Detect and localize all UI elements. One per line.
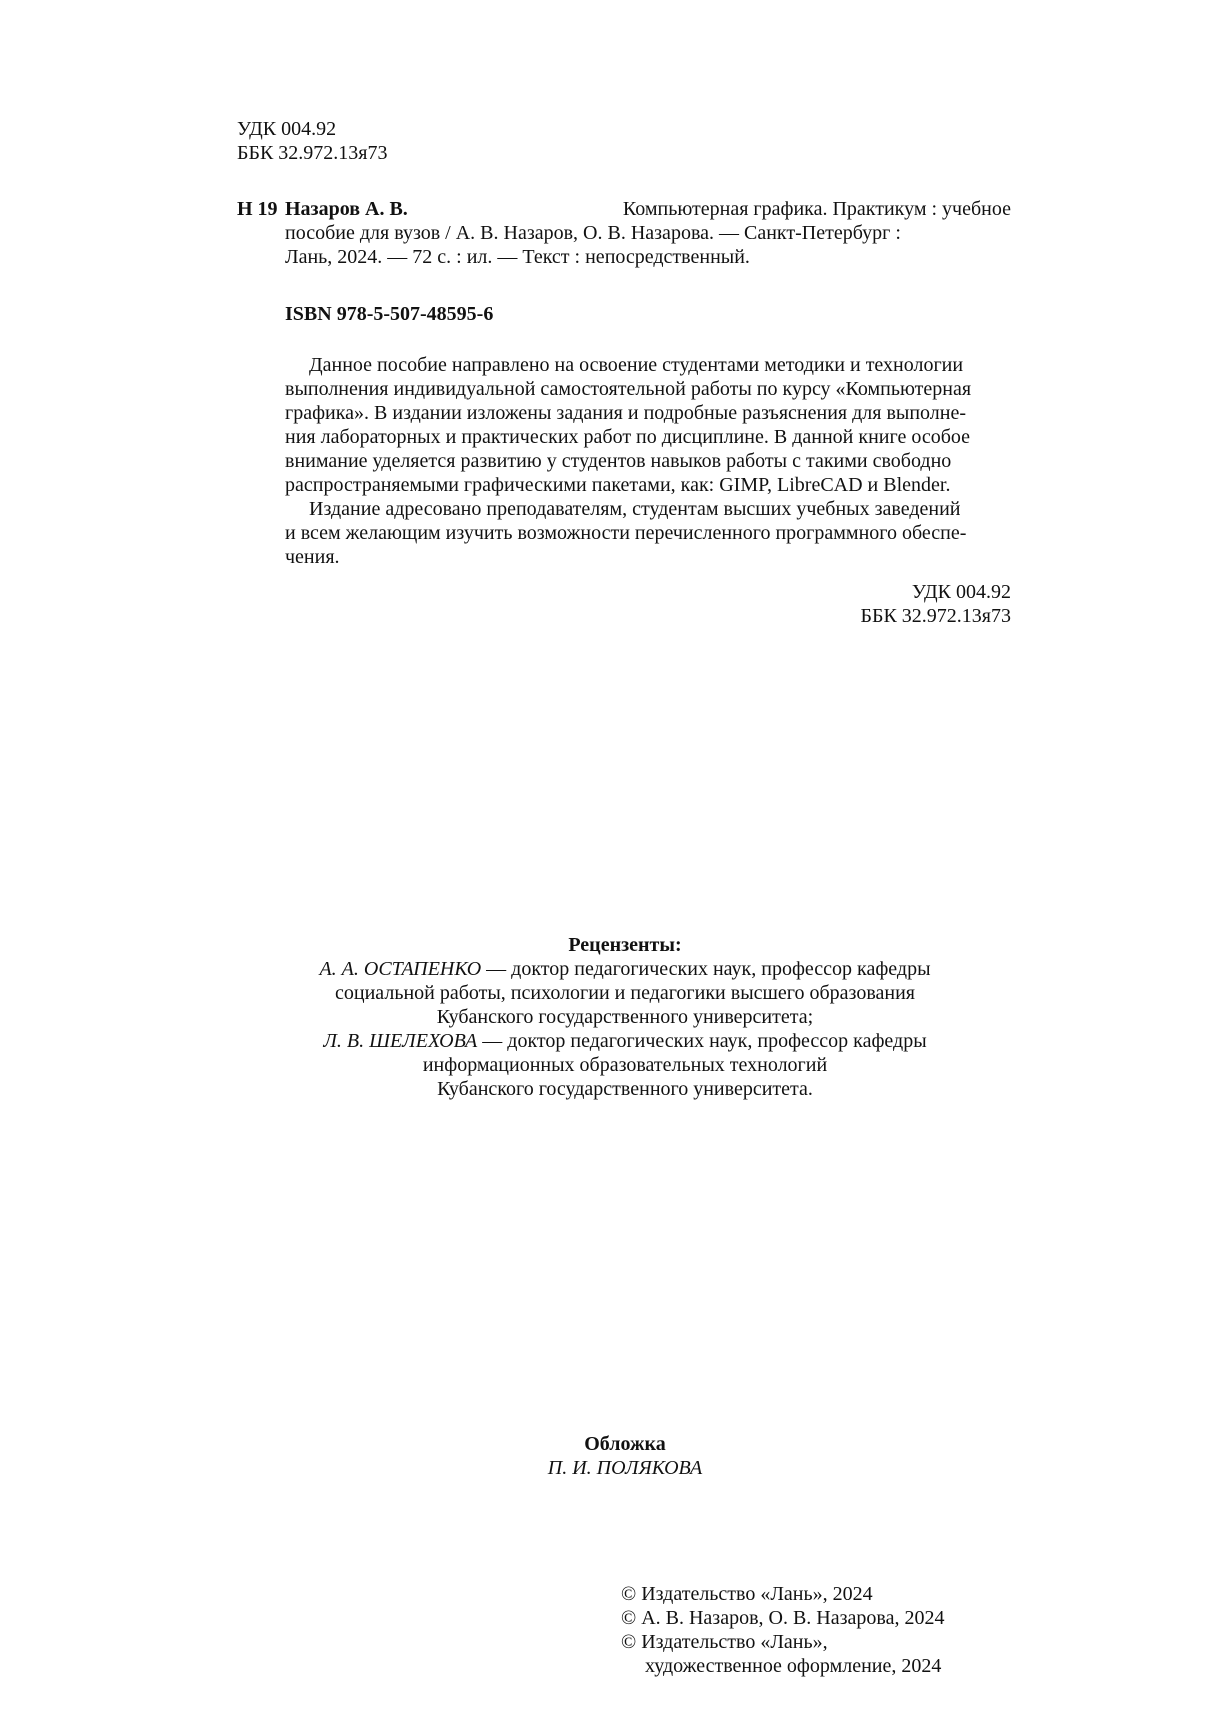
reviewer-1-line-3: Кубанского государственного университета; bbox=[436, 1006, 814, 1028]
bbk-code: ББК 32.972.13я73 bbox=[860, 605, 1011, 627]
copyright-authors: © А. В. Назаров, О. В. Назарова, 2024 bbox=[621, 1607, 945, 1629]
reviewers-heading: Рецензенты: bbox=[568, 934, 682, 956]
classification-block-bottom bbox=[785, 580, 1011, 628]
biblio-line-3: Лань, 2024. — 72 с. : ил. — Текст : непосредственный. bbox=[285, 246, 750, 268]
reviewer-1-name: А. А. ОСТАПЕНКО bbox=[319, 958, 482, 980]
udk-code: УДК 004.92 bbox=[911, 581, 1011, 603]
cover-heading: Обложка bbox=[584, 1433, 666, 1455]
abstract-line: ния лабораторных и практических работ по дисциплине. В данной книге особое bbox=[285, 426, 970, 448]
reviewer-2-title: — доктор педагогических наук, профессор кафедры bbox=[477, 1030, 927, 1052]
udk-code: УДК 004.92 bbox=[237, 118, 337, 140]
biblio-author: Назаров А. В. bbox=[285, 198, 408, 220]
cover-designer: П. И. ПОЛЯКОВА bbox=[547, 1457, 703, 1479]
abstract-line: чения. bbox=[285, 546, 340, 568]
reviewer-2-line-1 bbox=[220, 1029, 1030, 1053]
reviewers-block bbox=[220, 933, 1030, 1101]
biblio-line-2: пособие для вузов / А. В. Назаров, О. В. Назарова. — Санкт-Петербург : bbox=[285, 222, 901, 244]
copyright-design-1: © Издательство «Лань», bbox=[621, 1631, 828, 1653]
abstract-line: Данное пособие направлено на освоение студентами методики и технологии bbox=[309, 354, 964, 376]
bibliographic-record bbox=[285, 197, 1011, 269]
biblio-title: Компьютерная графика. Практикум : учебное bbox=[622, 198, 1011, 220]
bbk-code: ББК 32.972.13я73 bbox=[237, 142, 388, 164]
abstract-line: выполнения индивидуальной самостоятельной работы по курсу «Компьютерная bbox=[285, 378, 972, 400]
classification-block-top bbox=[237, 117, 388, 165]
copyright-design-2: художественное оформление, 2024 bbox=[645, 1655, 942, 1677]
isbn: ISBN 978-5-507-48595-6 bbox=[285, 303, 494, 325]
author-mark: Н 19 bbox=[237, 198, 278, 220]
reviewer-2-name: Л. В. ШЕЛЕХОВА bbox=[323, 1030, 478, 1052]
reviewer-1-line-1 bbox=[220, 957, 1030, 981]
biblio-line-1 bbox=[285, 197, 1011, 221]
abstract-line: Издание адресовано преподавателям, студентам высших учебных заведений bbox=[309, 498, 961, 520]
reviewer-2-line-3: Кубанского государственного университета. bbox=[437, 1078, 813, 1100]
abstract bbox=[285, 353, 1011, 569]
abstract-line: графика». В издании изложены задания и подробные разъяснения для выполне- bbox=[285, 402, 967, 424]
cover-credit bbox=[420, 1432, 830, 1480]
copyright-publisher: © Издательство «Лань», 2024 bbox=[621, 1583, 873, 1605]
reviewer-1-title: — доктор педагогических наук, профессор кафедры bbox=[481, 958, 931, 980]
abstract-line: внимание уделяется развитию у студентов навыков работы с такими свободно bbox=[285, 450, 952, 472]
abstract-line: распространяемыми графическими пакетами, как: GIMP, LibreCAD и Blender. bbox=[285, 474, 951, 496]
copyright-block bbox=[621, 1582, 1021, 1678]
reviewer-1-line-2: социальной работы, психологии и педагогики высшего образования bbox=[335, 982, 915, 1004]
reviewer-2-line-2: информационных образовательных технологий bbox=[422, 1054, 828, 1076]
abstract-line: и всем желающим изучить возможности перечисленного программного обеспе- bbox=[285, 522, 967, 544]
